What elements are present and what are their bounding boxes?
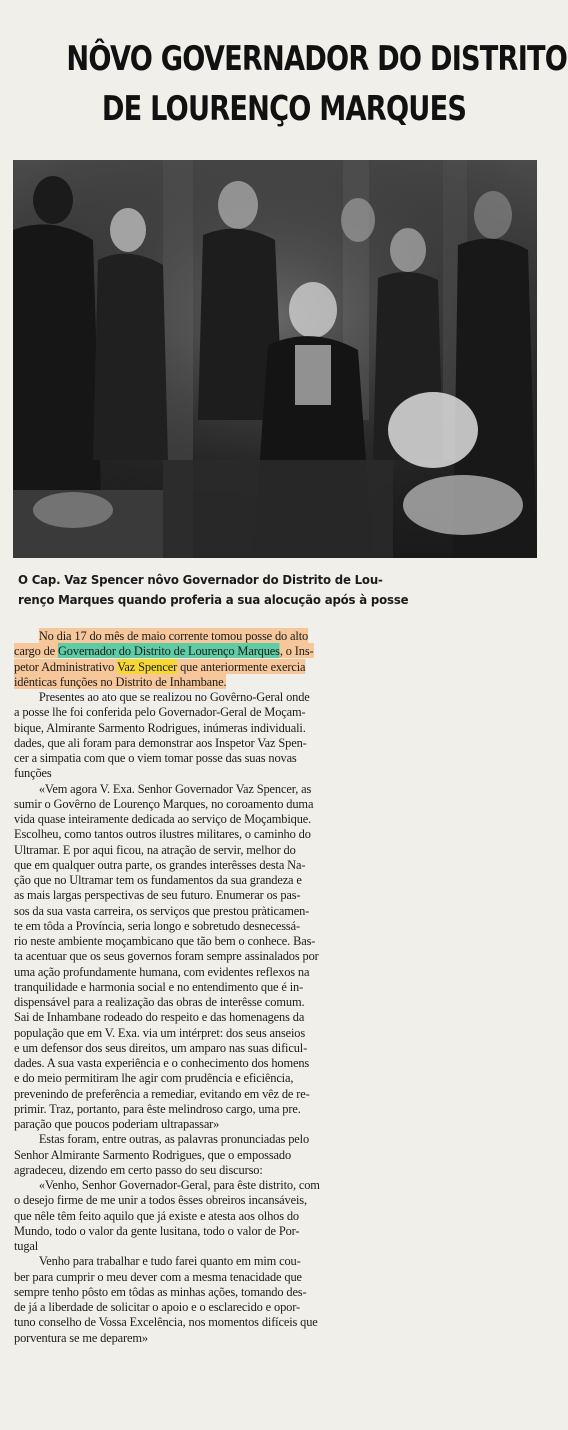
body-line: dispensável para a realização das obras de interêsse comum. (14, 994, 305, 1009)
body-line: cer a simpatia com que o viem tomar posse das suas novas (14, 750, 297, 765)
body-line: vida quase inteiramente dedicada ao serviço de Moçambique. (14, 811, 312, 826)
body-line: Escolheu, como tantos outros ilustres militares, o caminho do (14, 826, 311, 842)
body-line: Presentes ao ato que se realizou no Govêrno-Geral onde (38, 689, 310, 704)
body-line: Venho para trabalhar e tudo farei quanto em mim cou- (38, 1253, 301, 1269)
highlighted-text: cargo de (14, 643, 58, 659)
body-line: Senhor Almirante Sarmento Rodrigues, que o empossado (14, 1146, 292, 1162)
article-body (14, 628, 536, 1345)
body-line: sumir o Govêrno de Lourenço Marques, no coroamento duma (14, 795, 314, 811)
photo-caption (18, 570, 540, 610)
caption-line-1: O Cap. Vaz Spencer nôvo Governador do Distrito de Lou- (18, 572, 383, 587)
highlighted-text: No dia 17 do mês de maio corrente tomou posse do alto (38, 628, 309, 643)
body-line: o desejo firme de me unir a todos êsses obreiros incansáveis, (14, 1192, 307, 1208)
body-line: rio neste ambiente moçambicano que tão bem o conhece. Bas- (14, 933, 316, 948)
ceremony-photo (13, 160, 537, 558)
body-line: tuno conselho de Vossa Excelência, nos momentos difíceis que (14, 1314, 318, 1330)
ceremony-photo-image (13, 160, 537, 558)
body-line: Mundo, todo o valor da gente lusitana, todo o valor de Por- (14, 1222, 300, 1238)
body-line: que nêle têm feito aquilo que já existe e atesta aos olhos do (14, 1207, 299, 1223)
body-line: bique, Almirante Sarmento Rodrigues, inúmeras individuali. (14, 719, 306, 735)
body-line: ção que no Ultramar tem os fundamentos da sua grandeza e (14, 872, 302, 887)
body-line: sos da sua vasta carreira, os serviços que prestou pràticamen- (14, 902, 310, 918)
body-line: tugal (14, 1238, 39, 1253)
caption-line-2: renço Marques quando proferia a sua alocução após à posse (18, 592, 409, 607)
body-line: «Vem agora V. Exa. Senhor Governador Vaz Spencer, as (38, 780, 312, 796)
body-line: agradeceu, dizendo em certo passo do seu discurso: (14, 1161, 263, 1177)
body-line: de já a liberdade de solicitar o apoio e o esclarecido e opor- (14, 1299, 300, 1314)
body-line: as mais largas perspectivas de seu futuro. Enumerar os pas- (14, 887, 301, 903)
body-line: que em qualquer outra parte, os grandes interêsses desta Na- (14, 856, 306, 872)
headline-line-1: NÔVO GOVERNADOR DO DISTRITO (66, 39, 568, 79)
highlighted-office: Governador do Distrito de Lourenço Marques (57, 643, 280, 659)
body-line: ta acentuar que os seus governos foram sempre assinalados por (14, 948, 319, 964)
body-line: porventura se me deparem» (14, 1329, 148, 1345)
highlighted-text: , o Ins- (279, 643, 314, 659)
body-line: ber para cumprir o meu dever com a mesma tenacidade que (14, 1268, 302, 1284)
body-line: dades. A sua vasta experiência e o conhecimento dos homens (14, 1055, 310, 1070)
body-line: uma ação profundamente humana, com evidentes reflexos na (14, 963, 310, 979)
body-line: sempre tenho pôsto em tôdas as minhas ações, tomando des- (14, 1283, 307, 1299)
body-line: e um defensor dos seus direitos, um amparo nas suas dificul- (14, 1039, 308, 1055)
body-line (14, 659, 513, 674)
body-line: Ultramar. E por aqui ficou, na atração de servir, melhor do (14, 841, 296, 857)
body-line (14, 674, 513, 689)
body-line: paração que poucos poderiam ultrapassar» (14, 1116, 220, 1131)
body-line (14, 643, 513, 658)
body-line: Sai de Inhambane rodeado do respeito e das homenagens da (14, 1009, 305, 1025)
body-line (14, 628, 513, 643)
article-headline (66, 34, 568, 134)
body-line: te em tôda a Província, seria longo e sobretudo desnecessá- (14, 917, 300, 933)
body-line: Estas foram, entre outras, as palavras pronunciadas pelo (38, 1131, 310, 1147)
body-line: tranquilidade e harmonia social e no entendimento que é in- (14, 978, 304, 994)
body-line: a posse lhe foi conferida pelo Governador-Geral de Moçam- (14, 704, 306, 720)
body-line: e do meio permitiram lhe agir com prudência e eficiência, (14, 1070, 294, 1086)
body-line: funções (14, 765, 52, 781)
body-line: dades, que ali foram para demonstrar aos Inspetor Vaz Spen- (14, 734, 307, 750)
headline-line-2: DE LOURENÇO MARQUES (101, 89, 467, 129)
body-line: «Venho, Senhor Governador-Geral, para êste distrito, com (38, 1177, 320, 1192)
highlighted-text: que anteriormente exercia (177, 658, 306, 674)
body-line: primir. Traz, portanto, para êste melindroso cargo, uma pre. (14, 1100, 301, 1116)
highlighted-text: petor Administrativo (14, 658, 117, 674)
highlighted-text: idênticas funções no Distrito de Inhambane. (14, 673, 227, 689)
body-line: população que em V. Exa. via um intérpret: dos seus anseios (14, 1024, 306, 1040)
highlighted-name: Vaz Spencer (116, 658, 178, 674)
body-line: prevenindo de preferência a remediar, evitando em vêz de re- (14, 1085, 310, 1101)
